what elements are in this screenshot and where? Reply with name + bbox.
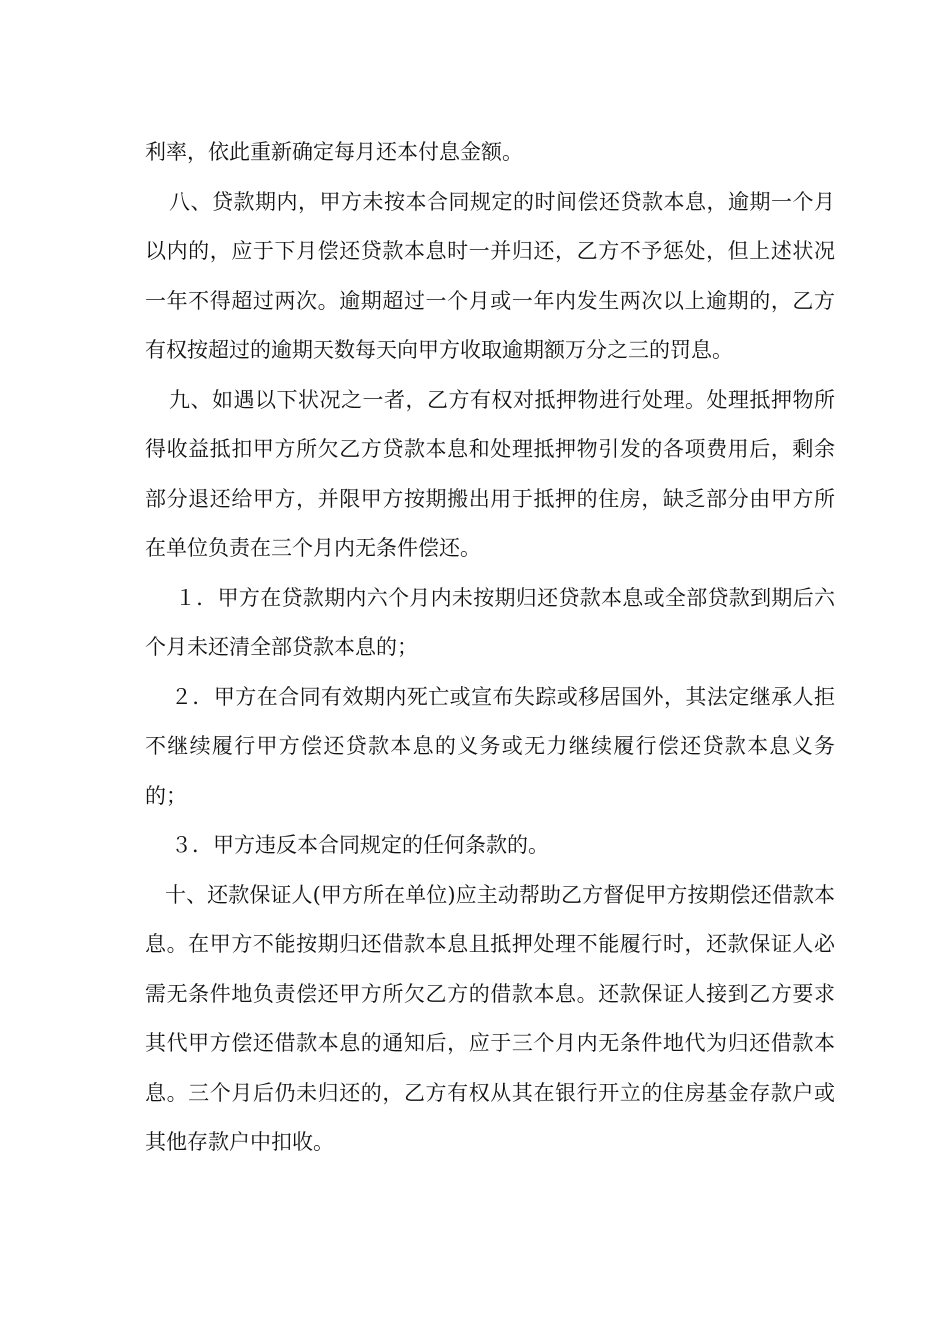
paragraph-continuation: 利率，依此重新确定每月还本付息金额。 [145,140,523,164]
paragraph-clause-9: 九、如遇以下状况之一者，乙方有权对抵押物进行处理。处理抵押物所得收益抵扣甲方所欠乙方贷款本息和处理抵押物引发的各项费用后，剩余部分退还给甲方，并限甲方按期搬出用于抵押的住房，缺乏部分由甲方所在单位负责在三个月内无条件偿还。 [145,387,835,560]
paragraph-item-1: １．甲方在贷款期内六个月内未按期归还贷款本息或全部贷款到期后六个月未还清全部贷款本息的； [145,585,835,659]
paragraph-item-3: ３．甲方违反本合同规定的任何条款的。 [171,833,549,857]
document-body [145,128,835,1168]
paragraph-clause-8: 八、贷款期内，甲方未按本合同规定的时间偿还贷款本息，逾期一个月以内的，应于下月偿还贷款本息时一并归还，乙方不予惩处，但上述状况一年不得超过两次。逾期超过一个月或一年内发生两次以上逾期的，乙方有权按超过的逾期天数每天向甲方收取逾期额万分之三的罚息。 [145,189,835,362]
paragraph-item-2: ２．甲方在合同有效期内死亡或宣布失踪或移居国外，其法定继承人拒不继续履行甲方偿还贷款本息的义务或无力继续履行偿还贷款本息义务的； [145,684,835,808]
paragraph-clause-10: 十、还款保证人(甲方所在单位)应主动帮助乙方督促甲方按期偿还借款本息。在甲方不能按期归还借款本息且抵押处理不能履行时，还款保证人必需无条件地负责偿还甲方所欠乙方的借款本息。还款保证人接到乙方要求其代甲方偿还借款本息的通知后，应于三个月内无条件地代为归还借款本息。三个月后仍未归还的，乙方有权从其在银行开立的住房基金存款户或其他存款户中扣收。 [145,882,835,1154]
